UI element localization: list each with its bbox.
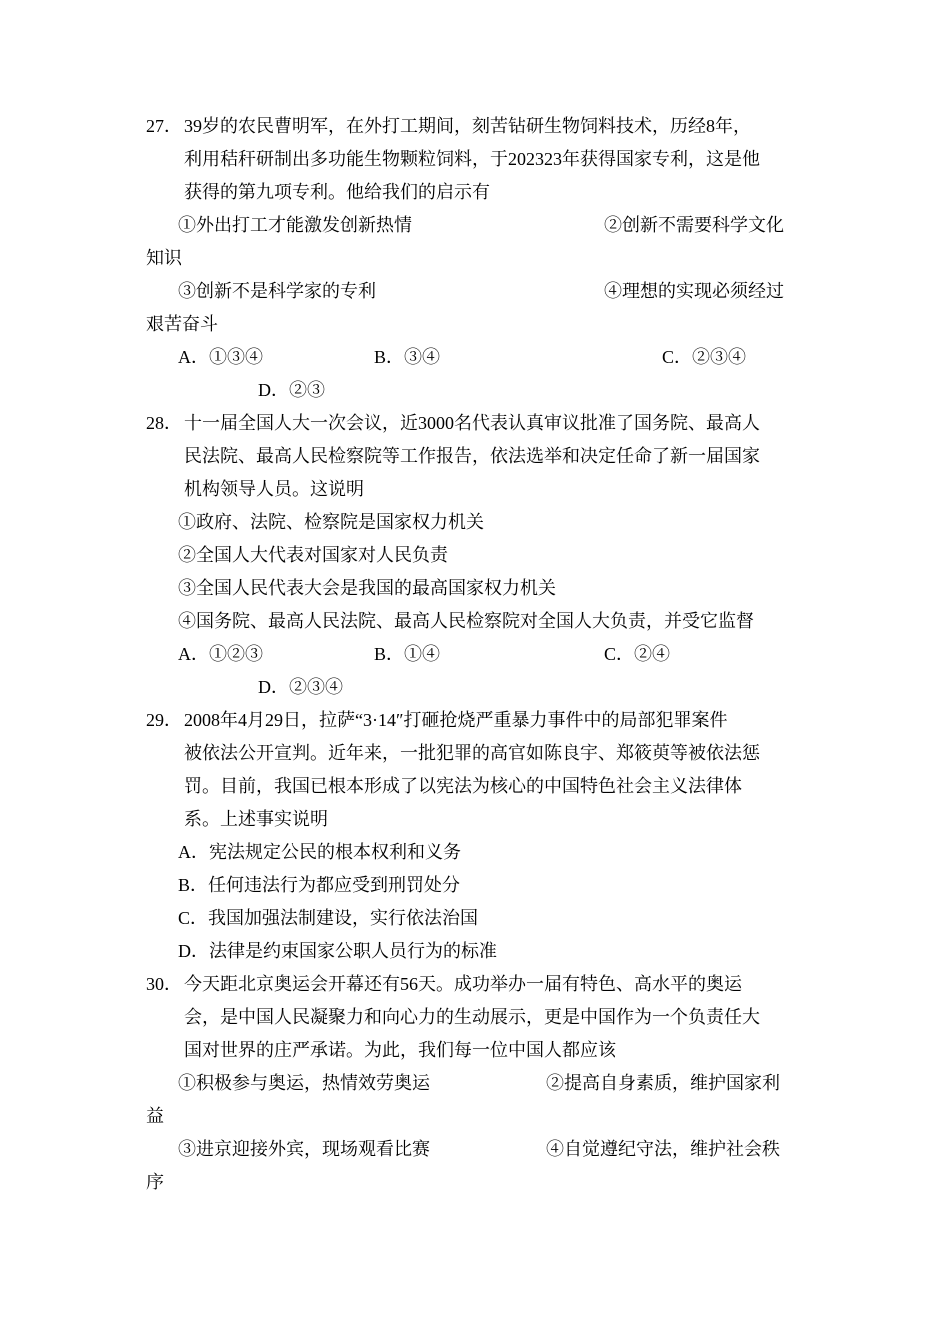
answer-option-d: D．法律是约束国家公职人员行为的标准	[178, 941, 497, 961]
question-stem-line: 利用秸秆研制出多功能生物颗粒饲料，于202323年获得国家专利，这是他	[184, 149, 760, 169]
statement-item-continuation: 知识	[146, 248, 182, 268]
statement-item-continuation: 序	[146, 1172, 164, 1192]
question-number: 29．	[146, 710, 182, 730]
question-number: 27．	[146, 116, 182, 136]
question-stem-line: 机构领导人员。这说明	[184, 479, 364, 499]
question-stem-line: 系。上述事实说明	[184, 809, 328, 829]
answer-option-b: B．①④	[374, 644, 441, 664]
statement-item-continuation: 益	[146, 1106, 164, 1126]
question-stem-line: 民法院、最高人民检察院等工作报告，依法选举和决定任命了新一届国家	[184, 446, 760, 466]
question-stem-line: 国对世界的庄严承诺。为此，我们每一位中国人都应该	[184, 1040, 616, 1060]
statement-item-continuation: 艰苦奋斗	[146, 314, 218, 334]
answer-option-c: C．②③④	[662, 347, 747, 367]
statement-item: ④国务院、最高人民法院、最高人民检察院对全国人大负责，并受它监督	[178, 611, 754, 631]
question-stem-line: 今天距北京奥运会开幕还有56天。成功举办一届有特色、高水平的奥运	[184, 974, 742, 994]
question-stem-line: 2008年4月29日，拉萨“3·14″打砸抢烧严重暴力事件中的局部犯罪案件	[184, 710, 728, 730]
question-stem-line: 会，是中国人民凝聚力和向心力的生动展示，更是中国作为一个负责任大	[184, 1007, 760, 1027]
answer-option-b: B．③④	[374, 347, 441, 367]
statement-item: ①外出打工才能激发创新热情	[178, 215, 412, 235]
statement-item: ③进京迎接外宾，现场观看比赛	[178, 1139, 430, 1159]
statement-item: ③全国人民代表大会是我国的最高国家权力机关	[178, 578, 556, 598]
question-number: 28．	[146, 413, 182, 433]
statement-item: ②创新不需要科学文化	[604, 215, 784, 235]
answer-option-b: B．任何违法行为都应受到刑罚处分	[178, 875, 461, 895]
statement-item: ④自觉遵纪守法，维护社会秩	[546, 1139, 780, 1159]
question-stem-line: 获得的第九项专利。他给我们的启示有	[184, 182, 490, 202]
answer-option-a: A．①②③	[178, 644, 263, 664]
statement-item: ①政府、法院、检察院是国家权力机关	[178, 512, 484, 532]
question-stem-line: 十一届全国人大一次会议，近3000名代表认真审议批准了国务院、最高人	[184, 413, 760, 433]
answer-option-c: C．我国加强法制建设，实行依法治国	[178, 908, 479, 928]
question-stem-line: 罚。目前，我国已根本形成了以宪法为核心的中国特色社会主义法律体	[184, 776, 742, 796]
statement-item: ④理想的实现必须经过	[604, 281, 784, 301]
answer-option-c: C．②④	[604, 644, 671, 664]
statement-item: ③创新不是科学家的专利	[178, 281, 376, 301]
question-stem-line: 被依法公开宣判。近年来，一批犯罪的高官如陈良宇、郑筱萸等被依法惩	[184, 743, 760, 763]
question-stem-line: 39岁的农民曹明军，在外打工期间，刻苦钻研生物饲料技术，历经8年，	[184, 116, 751, 136]
answer-option-a: A．①③④	[178, 347, 263, 367]
statement-item: ①积极参与奥运，热情效劳奥运	[178, 1073, 430, 1093]
statement-item: ②提高自身素质，维护国家利	[546, 1073, 780, 1093]
statement-item: ②全国人大代表对国家对人民负责	[178, 545, 448, 565]
question-number: 30．	[146, 974, 182, 994]
answer-option-a: A．宪法规定公民的根本权利和义务	[178, 842, 461, 862]
answer-option-d: D．②③	[258, 380, 325, 400]
answer-option-d: D．②③④	[258, 677, 343, 697]
